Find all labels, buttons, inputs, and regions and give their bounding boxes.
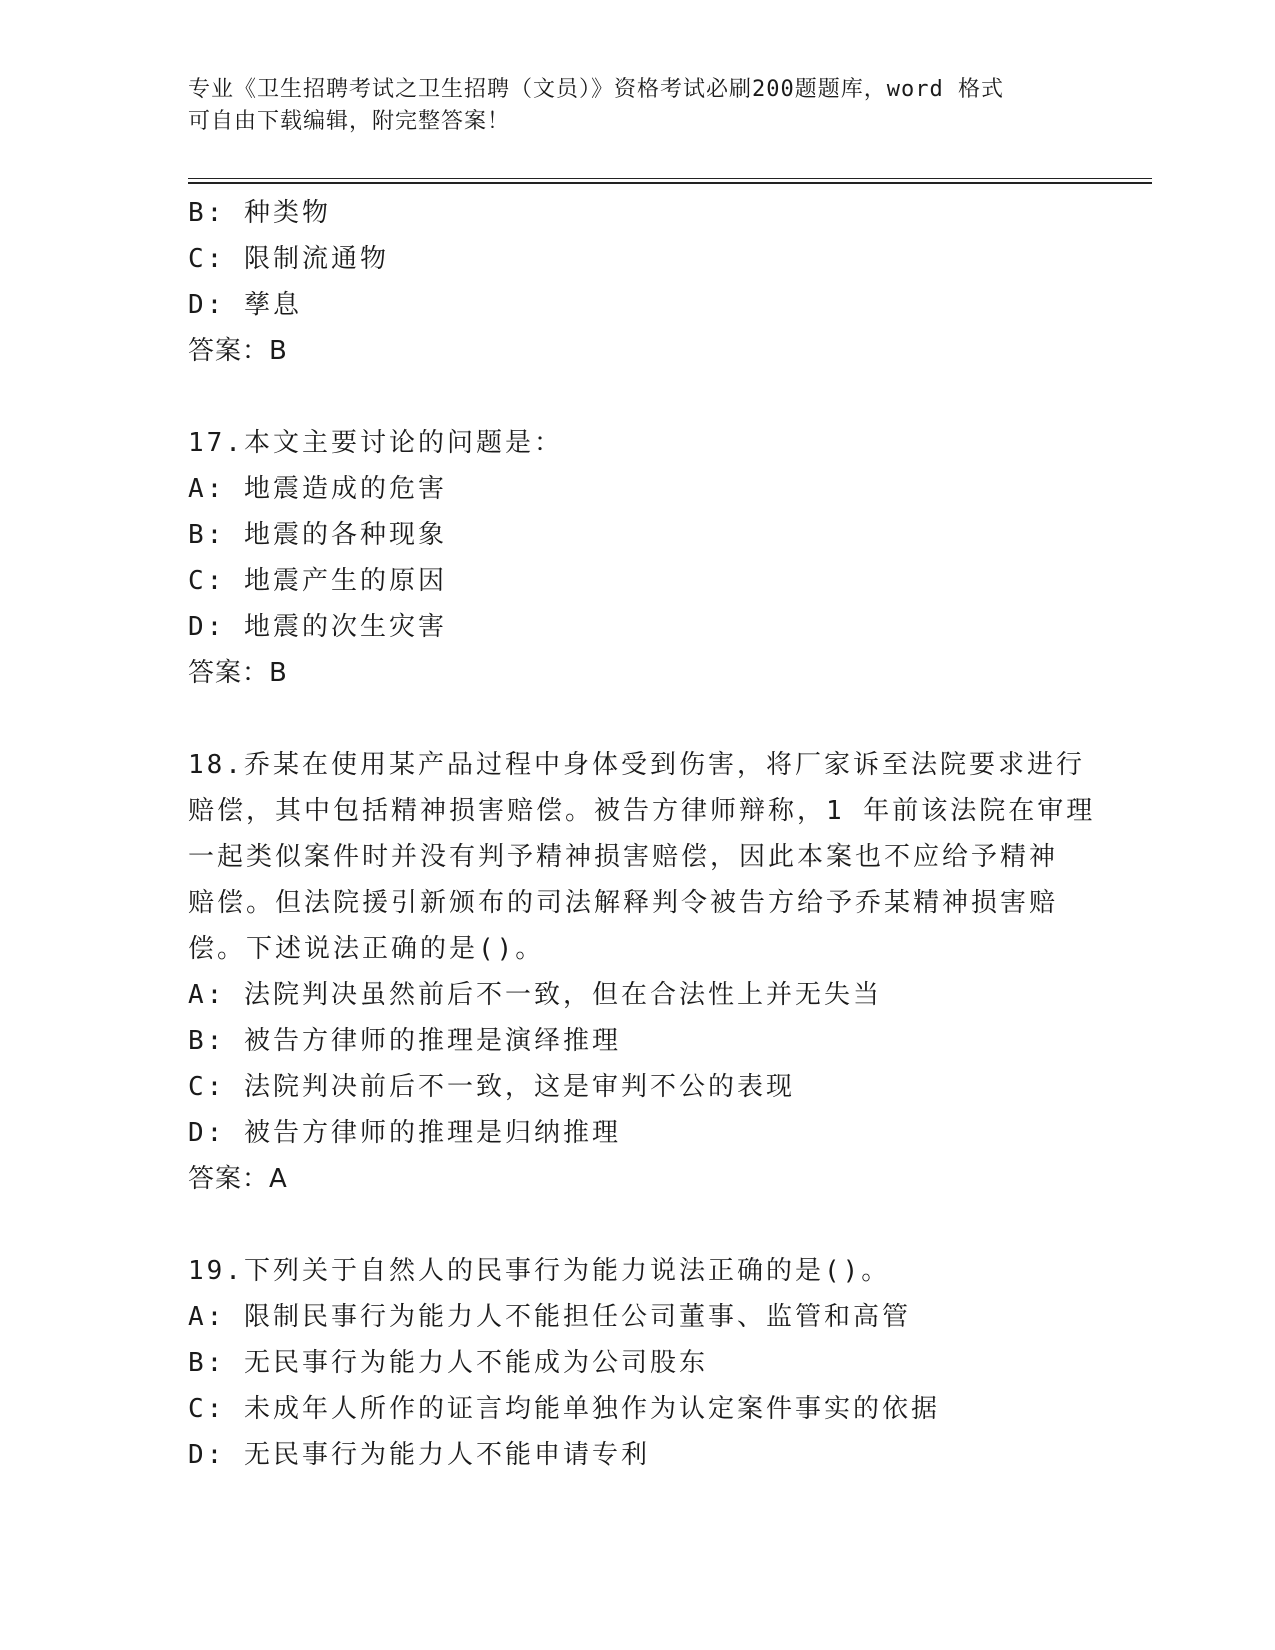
option-b: B: 地震的各种现象: [188, 520, 447, 550]
option-a: A: 地震造成的危害: [188, 474, 447, 504]
option-d: D: 被告方律师的推理是归纳推理: [188, 1118, 621, 1148]
question-stem: 19.下列关于自然人的民事行为能力说法正确的是()。: [188, 1256, 891, 1286]
question-stem-line: 一起类似案件时并没有判予精神损害赔偿，因此本案也不应给予精神: [188, 842, 1059, 872]
question-stem: 17.本文主要讨论的问题是：: [188, 428, 563, 458]
header-title-line-2: 可自由下载编辑，附完整答案！: [188, 109, 511, 134]
option-c: C: 法院判决前后不一致，这是审判不公的表现: [188, 1072, 795, 1102]
option-c: C: 限制流通物: [188, 244, 389, 274]
header-divider-thick: [188, 182, 1152, 184]
question-list: [188, 190, 1096, 1478]
question-19: [188, 1248, 1088, 1478]
option-a: A: 限制民事行为能力人不能担任公司董事、监管和高管: [188, 1302, 911, 1332]
question-stem-line: 赔偿，其中包括精神损害赔偿。被告方律师辩称，1 年前该法院在审理: [188, 796, 1096, 826]
option-b: B: 被告方律师的推理是演绎推理: [188, 1026, 621, 1056]
option-b: B: 无民事行为能力人不能成为公司股东: [188, 1348, 708, 1378]
option-d: D: 孳息: [188, 290, 302, 320]
question-stem-line: 赔偿。但法院援引新颁布的司法解释判令被告方给予乔某精神损害赔: [188, 888, 1059, 918]
header-divider-thin: [188, 178, 1152, 179]
option-c: C: 地震产生的原因: [188, 566, 447, 596]
option-b: B: 种类物: [188, 198, 331, 228]
answer: 答案：B: [188, 658, 288, 688]
question-16-partial: [188, 190, 1088, 374]
header-title-line-1: 专业《卫生招聘考试之卫生招聘（文员）》资格考试必刷200题题库，word 格式: [188, 77, 1004, 102]
option-a: A: 法院判决虽然前后不一致，但在合法性上并无失当: [188, 980, 882, 1010]
document-header: [188, 74, 1068, 138]
question-stem-line: 偿。下述说法正确的是()。: [188, 934, 545, 964]
option-d: D: 无民事行为能力人不能申请专利: [188, 1440, 650, 1470]
question-18: [188, 742, 1096, 1202]
option-d: D: 地震的次生灾害: [188, 612, 447, 642]
option-c: C: 未成年人所作的证言均能单独作为认定案件事实的依据: [188, 1394, 940, 1424]
question-stem-line: 18.乔某在使用某产品过程中身体受到伤害，将厂家诉至法院要求进行: [188, 750, 1085, 780]
answer: 答案：A: [188, 1164, 288, 1194]
question-17: [188, 420, 1088, 696]
answer: 答案：B: [188, 336, 288, 366]
